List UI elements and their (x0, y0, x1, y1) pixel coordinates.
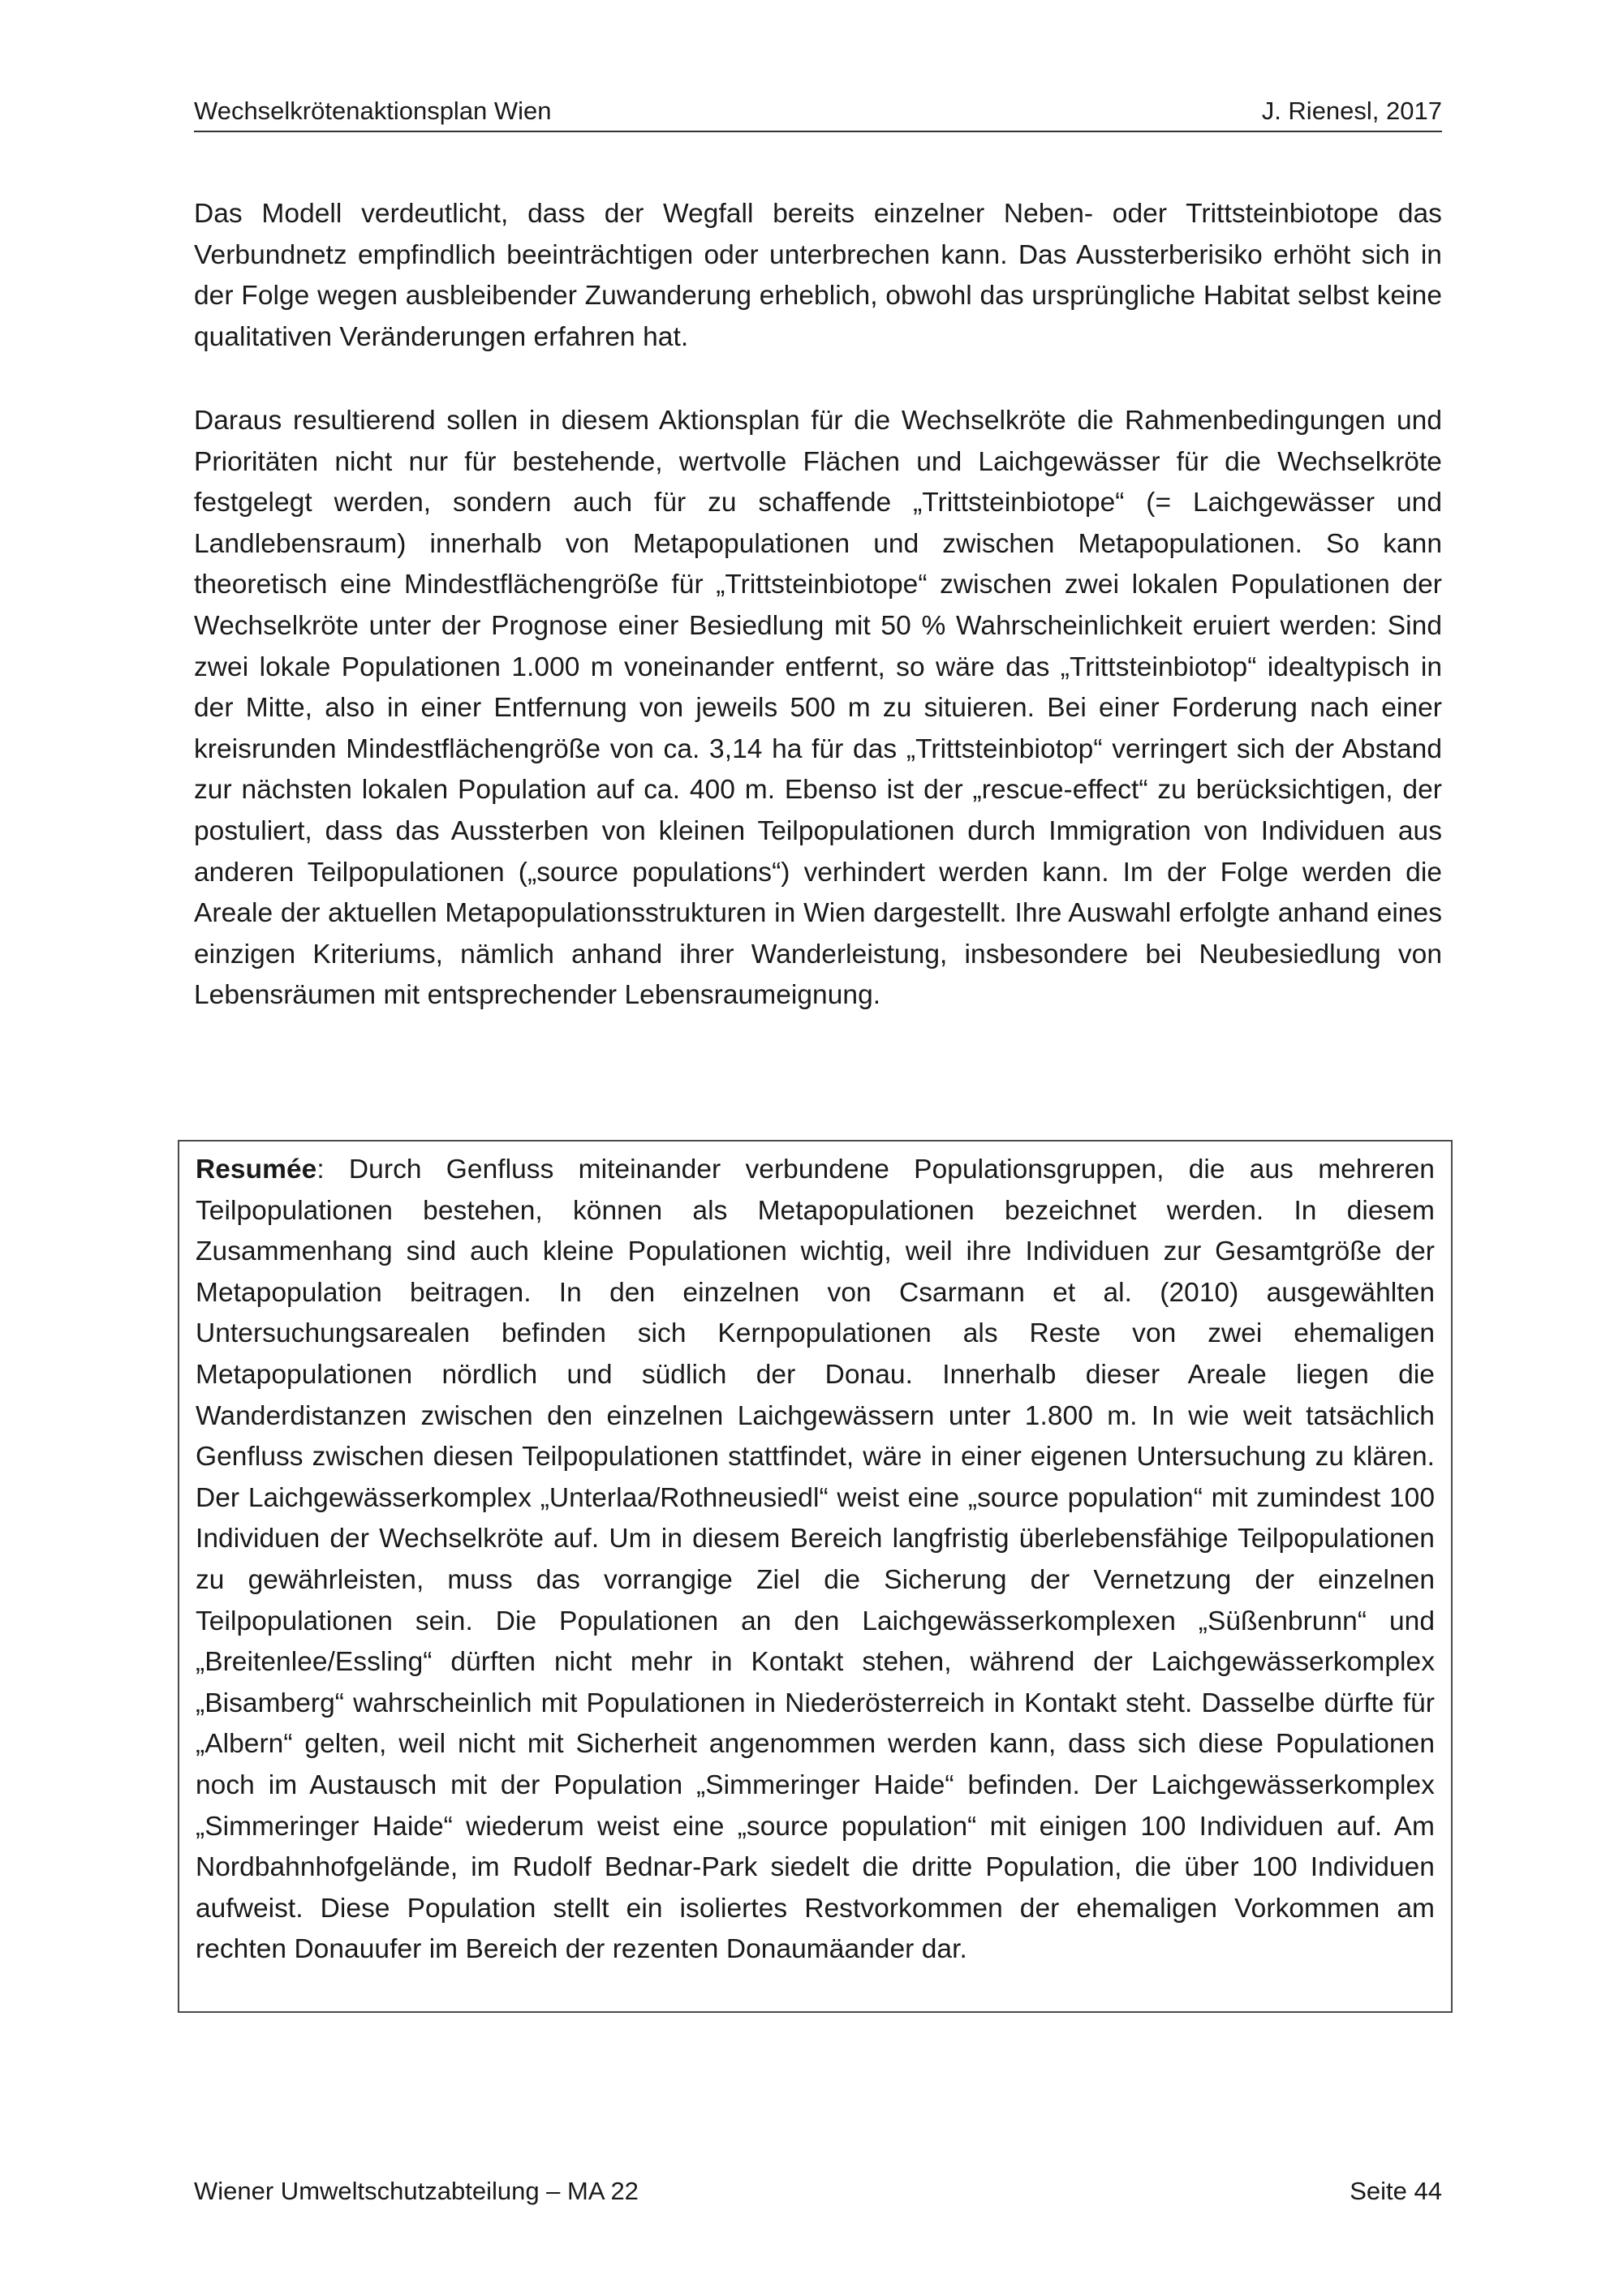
body-paragraph-1: Das Modell verdeutlicht, dass der Wegfall bereits einzelner Neben- oder Trittsteinbiotope das Verbundnetz empfindlich beeinträchtigen oder unterbrechen kann. Das Aussterberisiko erhöht sich in der Folge wegen ausbleibender Zuwanderung erheblich, obwohl das ursprüngliche Habitat selbst keine qualitativen Veränderungen erfahren hat. (194, 199, 1442, 352)
resume-label: Resumée (196, 1154, 317, 1185)
footer-page-number: Seite 44 (1350, 2177, 1442, 2205)
resume-text: : Durch Genfluss miteinander verbundene Populationsgruppen, die aus mehreren Teilpopulationen bestehen, können als Metapopulationen bezeichnet werden. In diesem Zusammenhang sind auch kleine Populationen wichtig, weil ihre Individuen zur Gesamtgröße der Metapopulation beitragen. In den einzelnen von Csarmann et al. (2010) ausgewählten Untersuchungsarealen befinden sich Kernpopulationen als Reste von zwei ehemaligen Metapopulationen nördlich und südlich der Donau. Innerhalb dieser Areale liegen die Wanderdistanzen zwischen den einzelnen Laichgewässern unter 1.800 m. In wie weit tatsächlich Genfluss zwischen diesen Teilpopulationen stattfindet, wäre in einer eigenen Untersuchung zu klären. Der Laichgewässerkomplex „Unterlaa/Rothneusiedl“ weist eine „source population“ mit zumindest 100 Individuen der Wechselkröte auf. Um in diesem Bereich langfristig überlebensfähige Teilpopulationen zu gewährleisten, muss das vorrangige Ziel die Sicherung der Vernetzung der einzelnen Teilpopulationen sein. Die Populationen an den Laichgewässerkomplexen „Süßenbrunn“ und „Breitenlee/Essling“ dürften nicht mehr in Kontakt stehen, während der Laichgewässerkomplex „Bisamberg“ wahrscheinlich mit Populationen in Niederösterreich in Kontakt steht. Dasselbe dürfte für „Albern“ gelten, weil nicht mit Sicherheit angenommen werden kann, dass sich diese Populationen noch im Austausch mit der Population „Simmeringer Haide“ befinden. Der Laichgewässerkomplex „Simmeringer Haide“ wiederum weist eine „source population“ mit einigen 100 Individuen auf. Am Nordbahnhofgelände, im Rudolf Bednar-Park siedelt die dritte Population, die über 100 Individuen aufweist. Diese Population stellt ein isoliertes Restvorkommen der ehemaligen Vorkommen am rechten Donauufer im Bereich der rezenten Donaumäander dar. (196, 1154, 1435, 1965)
page-footer (194, 2176, 1442, 2206)
page-header (194, 96, 1442, 126)
header-title: Wechselkrötenaktionsplan Wien (194, 97, 552, 125)
resume-box (178, 1140, 1453, 2013)
header-author-year: J. Rienesl, 2017 (1261, 97, 1442, 125)
header-rule (194, 131, 1442, 132)
resume-paragraph (196, 1150, 1435, 1971)
footer-department: Wiener Umweltschutzabteilung – MA 22 (194, 2177, 639, 2205)
body-paragraph-2: Daraus resultierend sollen in diesem Aktionsplan für die Wechselkröte die Rahmenbedingungen und Prioritäten nicht nur für bestehende, wertvolle Flächen und Laichgewässer für die Wechselkröte festgelegt werden, sondern auch für zu schaffende „Trittsteinbiotope“ (= Laichgewässer und Landlebensraum) innerhalb von Metapopulationen und zwischen Metapopulationen. So kann theoretisch eine Mindestflächengröße für „Trittsteinbiotope“ zwischen zwei lokalen Populationen der Wechselkröte unter der Prognose einer Besiedlung mit 50 % Wahrscheinlichkeit eruiert werden: Sind zwei lokale Populationen 1.000 m voneinander entfernt, so wäre das „Trittsteinbiotop“ idealtypisch in der Mitte, also in einer Entfernung von jeweils 500 m zu situieren. Bei einer Forderung nach einer kreisrunden Mindestflächengröße von ca. 3,14 ha für das „Trittsteinbiotop“ verringert sich der Abstand zur nächsten lokalen Population auf ca. 400 m. Ebenso ist der „rescue-effect“ zu berücksichtigen, der postuliert, dass das Aussterben von kleinen Teilpopulationen durch Immigration von Individuen aus anderen Teilpopulationen („source populations“) verhindert werden kann. Im der Folge werden die Areale der aktuellen Metapopulationsstrukturen in Wien dargestellt. Ihre Auswahl erfolgte anhand eines einzigen Kriteriums, nämlich anhand ihrer Wanderleistung, insbesondere bei Neubesiedlung von Lebensräumen mit entsprechender Lebensraumeignung. (194, 406, 1442, 1011)
